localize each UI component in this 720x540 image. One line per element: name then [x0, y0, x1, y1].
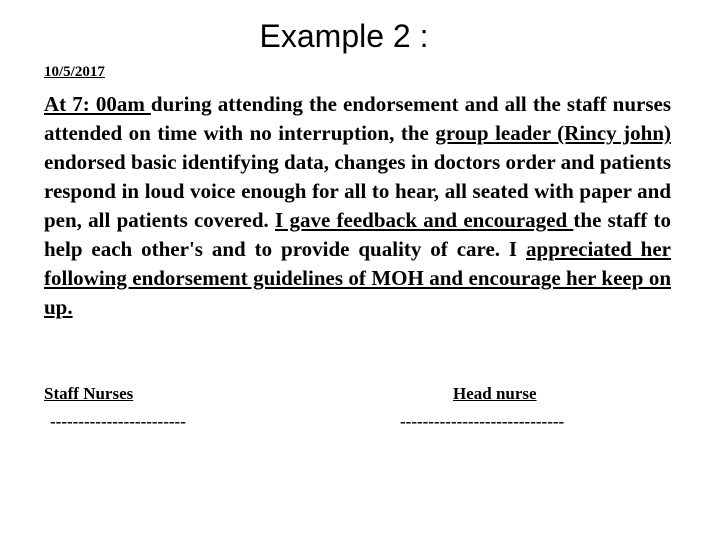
head-nurse-label: Head nurse	[453, 384, 537, 403]
staff-nurses-label: Staff Nurses	[44, 384, 134, 403]
endorsement-paragraph	[44, 90, 671, 322]
text-segment: endorsed basic identifying data, changes in doctors order and patients respond in loud voice enough for all to hear, all seated with paper and pen, all patients covered.	[44, 150, 671, 232]
time-phrase: At 7: 00am	[44, 92, 151, 116]
slide-title: Example 2 :	[259, 18, 429, 54]
text-segment: the staff to help each other's and to provide quality of care. I	[44, 208, 671, 261]
text-segment: during attending the endorsement and all the staff nurses attended on time with no interruption, the	[44, 92, 671, 145]
group-leader-phrase: group leader (Rincy john)	[435, 121, 671, 145]
appreciation-phrase: appreciated her following endorsement guidelines of MOH and encourage her keep on up.	[44, 237, 672, 319]
date: 10/5/2017	[44, 64, 105, 80]
head-nurse-signature-line: -----------------------------	[400, 412, 565, 431]
staff-signature-line: ------------------------	[50, 412, 186, 431]
feedback-phrase: I gave feedback and encouraged	[275, 208, 574, 232]
